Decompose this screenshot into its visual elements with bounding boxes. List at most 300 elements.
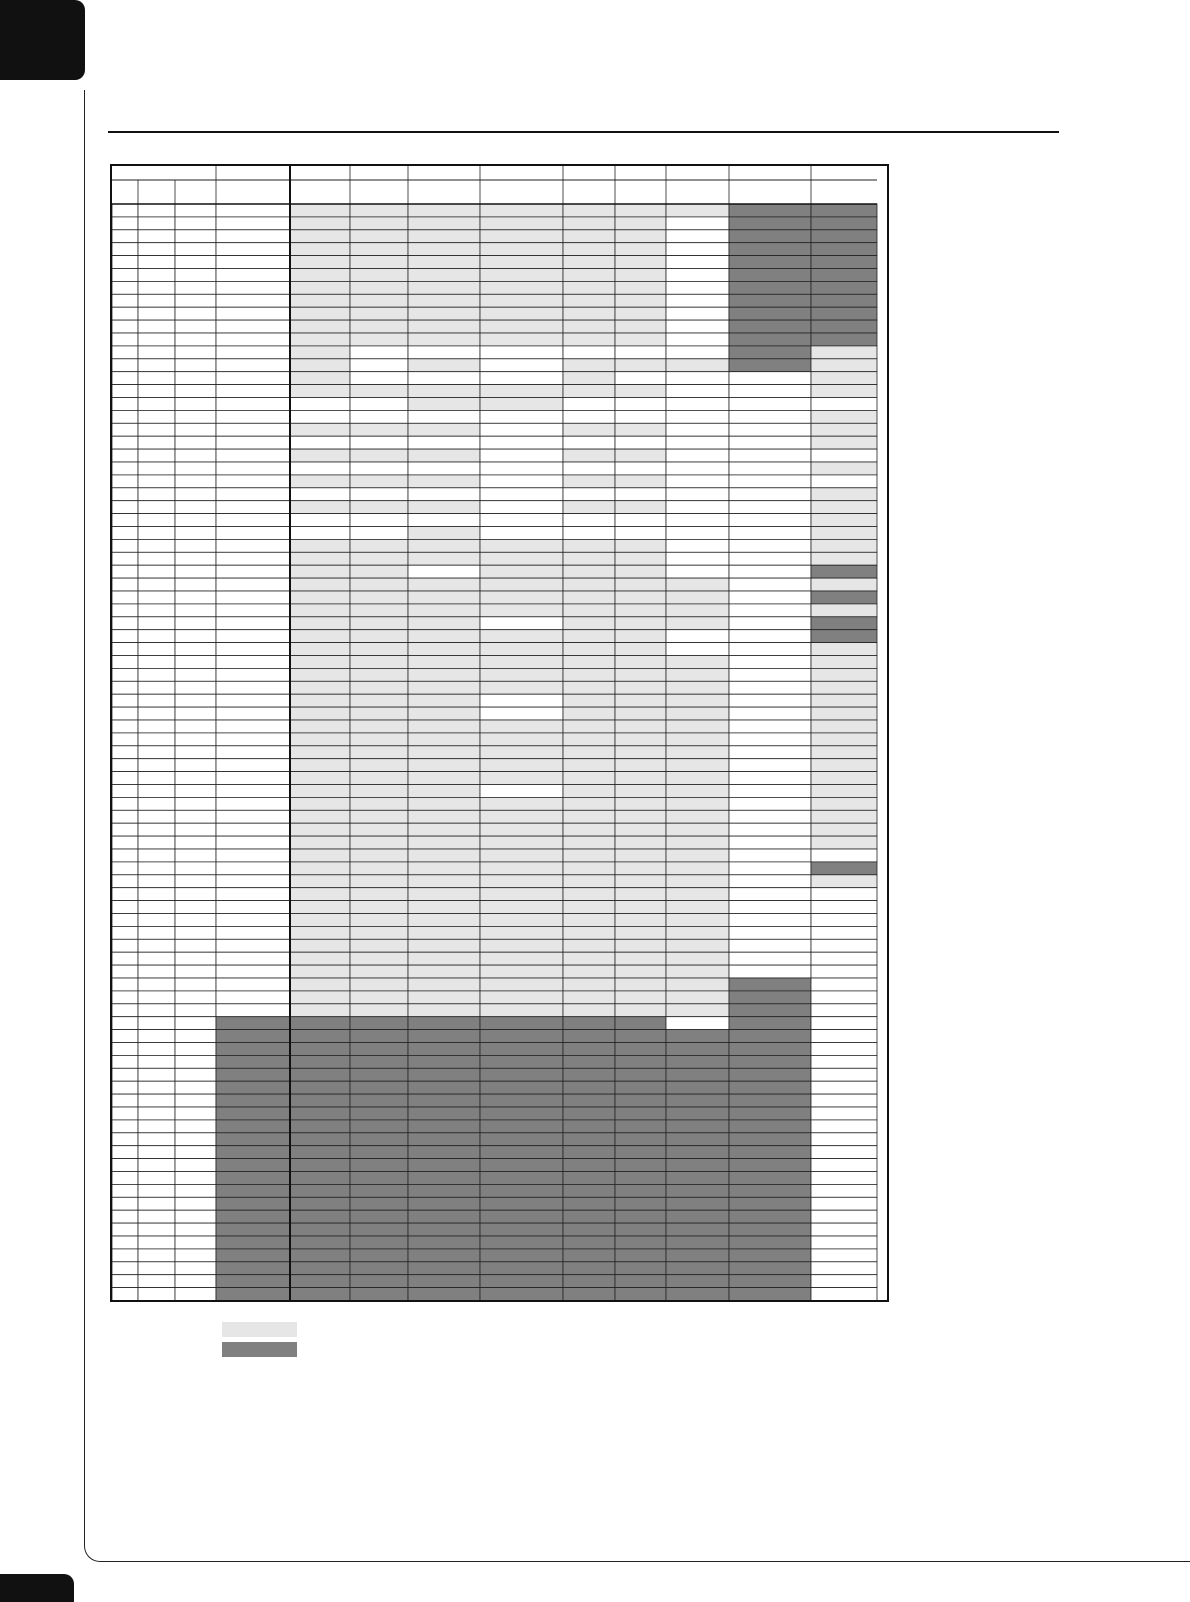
table-cell <box>112 1197 138 1210</box>
table-cell <box>729 307 811 320</box>
table-cell <box>175 1030 216 1043</box>
table-cell <box>563 1159 615 1172</box>
table-cell <box>615 1094 666 1107</box>
table-cell <box>290 1223 350 1236</box>
table-cell <box>350 449 408 462</box>
table-cell <box>290 320 350 333</box>
table-cell <box>811 565 877 578</box>
table-cell <box>563 1068 615 1081</box>
table-cell <box>112 604 138 617</box>
table-cell <box>563 604 615 617</box>
table-cell <box>112 256 138 269</box>
table-cell <box>138 230 175 243</box>
table-cell <box>615 643 666 656</box>
table-cell <box>138 1017 175 1030</box>
table-cell <box>175 823 216 836</box>
table-cell <box>729 1159 811 1172</box>
table-cell <box>408 1236 480 1249</box>
table-cell <box>811 398 877 411</box>
table-cell <box>729 1236 811 1249</box>
table-cell <box>729 668 811 681</box>
table-cell <box>216 1081 290 1094</box>
table-cell <box>216 823 290 836</box>
table-cell <box>112 385 138 398</box>
table-cell <box>138 346 175 359</box>
table-cell <box>729 965 811 978</box>
table-cell <box>350 488 408 501</box>
table-cell <box>729 630 811 643</box>
table-cell <box>290 294 350 307</box>
table-cell <box>112 204 138 217</box>
table-cell <box>563 759 615 772</box>
table-cell <box>290 385 350 398</box>
table-cell <box>563 475 615 488</box>
table-cell <box>666 294 729 307</box>
table-cell <box>480 1017 563 1030</box>
table-cell <box>615 707 666 720</box>
table-cell <box>112 1210 138 1223</box>
table-cell <box>811 307 877 320</box>
table-cell <box>480 888 563 901</box>
table-cell <box>216 836 290 849</box>
table-cell <box>138 746 175 759</box>
table-cell <box>216 1055 290 1068</box>
table-cell <box>811 836 877 849</box>
table-cell <box>811 1004 877 1017</box>
table-cell <box>729 1210 811 1223</box>
table-cell <box>290 565 350 578</box>
table-cell <box>350 694 408 707</box>
table-cell <box>480 604 563 617</box>
table-cell <box>216 720 290 733</box>
table-cell <box>729 1004 811 1017</box>
table-cell <box>563 320 615 333</box>
table-cell <box>112 372 138 385</box>
table-cell <box>138 668 175 681</box>
table-cell <box>729 681 811 694</box>
table-cell <box>615 1043 666 1056</box>
table-cell <box>290 527 350 540</box>
table-cell <box>216 1172 290 1185</box>
table-cell <box>811 720 877 733</box>
table-cell <box>350 552 408 565</box>
table-cell <box>138 385 175 398</box>
table-cell <box>216 1017 290 1030</box>
table-cell <box>216 488 290 501</box>
table-cell <box>350 888 408 901</box>
table-cell <box>811 449 877 462</box>
table-cell <box>290 204 350 217</box>
table-cell <box>290 423 350 436</box>
table-cell <box>666 578 729 591</box>
table-cell <box>811 707 877 720</box>
table-cell <box>615 1223 666 1236</box>
table-cell <box>615 539 666 552</box>
table-cell <box>350 1262 408 1275</box>
table-cell <box>729 1081 811 1094</box>
table-cell <box>615 746 666 759</box>
table-cell <box>408 1197 480 1210</box>
table-cell <box>112 1159 138 1172</box>
table-cell <box>811 423 877 436</box>
table-cell <box>563 514 615 527</box>
table-cell <box>563 849 615 862</box>
table-cell <box>175 1172 216 1185</box>
table-cell <box>216 939 290 952</box>
table-cell <box>112 1017 138 1030</box>
table-cell <box>615 204 666 217</box>
table-cell <box>112 217 138 230</box>
table-cell <box>480 1004 563 1017</box>
table-cell <box>216 901 290 914</box>
table-cell <box>480 1068 563 1081</box>
table-cell <box>290 346 350 359</box>
table-cell <box>175 372 216 385</box>
table-cell <box>480 333 563 346</box>
table-cell <box>480 1055 563 1068</box>
table-cell <box>138 991 175 1004</box>
table-cell <box>350 1146 408 1159</box>
table-cell <box>729 1120 811 1133</box>
table-cell <box>615 1197 666 1210</box>
table-cell <box>729 785 811 798</box>
table-cell <box>666 243 729 256</box>
table-cell <box>563 501 615 514</box>
table-cell <box>666 462 729 475</box>
table-cell <box>480 875 563 888</box>
table-cell <box>615 888 666 901</box>
table-cell <box>175 914 216 927</box>
table-cell <box>480 501 563 514</box>
table-cell <box>811 926 877 939</box>
table-cell <box>350 875 408 888</box>
table-cell <box>175 952 216 965</box>
table-cell <box>563 1133 615 1146</box>
table-cell <box>112 1081 138 1094</box>
table-cell <box>408 423 480 436</box>
table-cell <box>175 230 216 243</box>
table-cell <box>216 307 290 320</box>
table-cell <box>666 1184 729 1197</box>
table-cell <box>666 681 729 694</box>
table-cell <box>350 1288 408 1300</box>
table-cell <box>480 617 563 630</box>
table-cell <box>216 1146 290 1159</box>
table-cell <box>408 294 480 307</box>
table-cell <box>615 256 666 269</box>
table-cell <box>216 668 290 681</box>
table-cell <box>216 346 290 359</box>
table-cell <box>216 643 290 656</box>
table-cell <box>666 772 729 785</box>
table-cell <box>138 1197 175 1210</box>
table-cell <box>480 720 563 733</box>
table-cell <box>615 410 666 423</box>
table-cell <box>563 256 615 269</box>
table-cell <box>216 862 290 875</box>
table-cell <box>350 656 408 669</box>
table-cell <box>138 772 175 785</box>
table-cell <box>729 539 811 552</box>
table-cell <box>480 785 563 798</box>
table-cell <box>112 849 138 862</box>
table-cell <box>811 514 877 527</box>
table-cell <box>666 901 729 914</box>
table-cell <box>729 1288 811 1300</box>
table-cell <box>290 759 350 772</box>
table-cell <box>563 307 615 320</box>
table-cell <box>563 656 615 669</box>
table-cell <box>408 733 480 746</box>
table-cell <box>138 1030 175 1043</box>
table-cell <box>480 475 563 488</box>
table-cell <box>811 243 877 256</box>
table-cell <box>563 888 615 901</box>
table-cell <box>350 1107 408 1120</box>
table-cell <box>216 1068 290 1081</box>
table-cell <box>216 772 290 785</box>
table-cell <box>290 901 350 914</box>
table-cell <box>216 1184 290 1197</box>
table-cell <box>811 1288 877 1300</box>
table-cell <box>480 991 563 1004</box>
table-cell <box>408 1249 480 1262</box>
table-cell <box>480 733 563 746</box>
table-cell <box>290 720 350 733</box>
table-cell <box>175 436 216 449</box>
table-cell <box>408 539 480 552</box>
table-cell <box>729 1017 811 1030</box>
table-cell <box>112 785 138 798</box>
table-cell <box>729 849 811 862</box>
table-cell <box>138 269 175 282</box>
table-cell <box>480 1288 563 1300</box>
table-cell <box>216 372 290 385</box>
table-cell <box>290 488 350 501</box>
table-cell <box>811 785 877 798</box>
table-cell <box>138 914 175 927</box>
table-cell <box>811 578 877 591</box>
table-cell <box>480 320 563 333</box>
table-cell <box>729 591 811 604</box>
table-cell <box>175 1159 216 1172</box>
table-cell <box>615 759 666 772</box>
table-cell <box>290 630 350 643</box>
table-cell <box>729 875 811 888</box>
table-cell <box>138 836 175 849</box>
table-cell <box>811 746 877 759</box>
table-cell <box>175 681 216 694</box>
table-cell <box>480 398 563 411</box>
table-cell <box>480 1094 563 1107</box>
table-cell <box>615 1288 666 1300</box>
table-cell <box>666 475 729 488</box>
table-cell <box>290 333 350 346</box>
table-cell <box>666 810 729 823</box>
table-cell <box>350 772 408 785</box>
table-cell <box>290 1146 350 1159</box>
table-cell <box>350 1081 408 1094</box>
table-cell <box>480 630 563 643</box>
table-cell <box>666 527 729 540</box>
table-cell <box>729 643 811 656</box>
table-cell <box>138 862 175 875</box>
table-cell <box>666 269 729 282</box>
table-cell <box>615 462 666 475</box>
table-cell <box>666 836 729 849</box>
table-cell <box>615 552 666 565</box>
table-cell <box>112 1107 138 1120</box>
page-tab-bottom <box>0 1574 74 1602</box>
table-cell <box>480 372 563 385</box>
table-cell <box>729 733 811 746</box>
table-cell <box>480 901 563 914</box>
table-cell <box>811 733 877 746</box>
table-cell <box>350 527 408 540</box>
table-cell <box>563 1275 615 1288</box>
table-cell <box>408 772 480 785</box>
table-cell <box>811 1055 877 1068</box>
table-cell <box>615 978 666 991</box>
table-cell <box>408 1107 480 1120</box>
table-cell <box>350 281 408 294</box>
compatibility-table <box>110 164 889 1302</box>
table-cell <box>666 1030 729 1043</box>
table-cell <box>408 527 480 540</box>
table-cell <box>729 359 811 372</box>
table-cell <box>216 1236 290 1249</box>
table-cell <box>666 1055 729 1068</box>
table-cell <box>480 681 563 694</box>
table-cell <box>350 720 408 733</box>
table-cell <box>563 875 615 888</box>
table-cell <box>666 978 729 991</box>
table-cell <box>112 939 138 952</box>
table-cell <box>563 565 615 578</box>
table-cell <box>811 1094 877 1107</box>
table-cell <box>138 552 175 565</box>
table-cell <box>811 643 877 656</box>
table-cell <box>666 1146 729 1159</box>
table-cell <box>480 256 563 269</box>
table-cell <box>350 914 408 927</box>
table-cell <box>408 991 480 1004</box>
table-cell <box>408 1081 480 1094</box>
table-cell <box>480 668 563 681</box>
table-cell <box>138 1210 175 1223</box>
table-cell <box>350 591 408 604</box>
table-cell <box>563 372 615 385</box>
table-cell <box>112 888 138 901</box>
table-cell <box>138 1223 175 1236</box>
table-cell <box>408 720 480 733</box>
table-cell <box>138 565 175 578</box>
table-cell <box>175 836 216 849</box>
table-cell <box>112 707 138 720</box>
table-cell <box>290 772 350 785</box>
table-cell <box>563 823 615 836</box>
table-cell <box>563 359 615 372</box>
table-cell <box>290 230 350 243</box>
table-cell <box>811 1249 877 1262</box>
table-cell <box>666 939 729 952</box>
table-cell <box>138 449 175 462</box>
table-cell <box>112 346 138 359</box>
table-cell <box>480 952 563 965</box>
table-cell <box>666 1223 729 1236</box>
table-cell <box>615 797 666 810</box>
table-cell <box>112 630 138 643</box>
table-cell <box>563 1197 615 1210</box>
table-cell <box>175 901 216 914</box>
table-cell <box>563 1081 615 1094</box>
table-cell <box>175 746 216 759</box>
table-cell <box>112 1043 138 1056</box>
table-cell <box>350 630 408 643</box>
table-cell <box>563 1146 615 1159</box>
table-cell <box>112 836 138 849</box>
table-cell <box>811 488 877 501</box>
table-cell <box>408 978 480 991</box>
table-cell <box>216 681 290 694</box>
table-cell <box>175 449 216 462</box>
table-cell <box>729 462 811 475</box>
table-cell <box>216 991 290 1004</box>
table-cell <box>408 1120 480 1133</box>
table-cell <box>666 823 729 836</box>
table-cell <box>729 243 811 256</box>
table-cell <box>138 243 175 256</box>
table-cell <box>615 346 666 359</box>
table-cell <box>615 1249 666 1262</box>
table-cell <box>175 707 216 720</box>
table-cell <box>615 617 666 630</box>
table-cell <box>666 1262 729 1275</box>
table-cell <box>666 668 729 681</box>
table-cell <box>729 1030 811 1043</box>
table-cell <box>138 694 175 707</box>
table-cell <box>729 1223 811 1236</box>
table-cell <box>175 785 216 798</box>
page-tab-top <box>0 0 85 80</box>
table-cell <box>666 204 729 217</box>
table-cell <box>480 643 563 656</box>
table-cell <box>811 462 877 475</box>
table-cell <box>216 733 290 746</box>
table-cell <box>112 359 138 372</box>
table-cell <box>408 759 480 772</box>
table-cell <box>615 1107 666 1120</box>
table-cell <box>175 1197 216 1210</box>
table-cell <box>408 862 480 875</box>
table-cell <box>563 539 615 552</box>
table-cell <box>408 204 480 217</box>
table-cell <box>408 1133 480 1146</box>
table-cell <box>350 346 408 359</box>
table-cell <box>666 1172 729 1185</box>
table-cell <box>563 785 615 798</box>
table-cell <box>666 630 729 643</box>
table-cell <box>811 604 877 617</box>
table-cell <box>729 449 811 462</box>
table-cell <box>408 914 480 927</box>
table-cell <box>811 1133 877 1146</box>
table-cell <box>666 501 729 514</box>
table-cell <box>175 978 216 991</box>
table-cell <box>290 501 350 514</box>
table-cell <box>216 385 290 398</box>
table-cell <box>615 1055 666 1068</box>
